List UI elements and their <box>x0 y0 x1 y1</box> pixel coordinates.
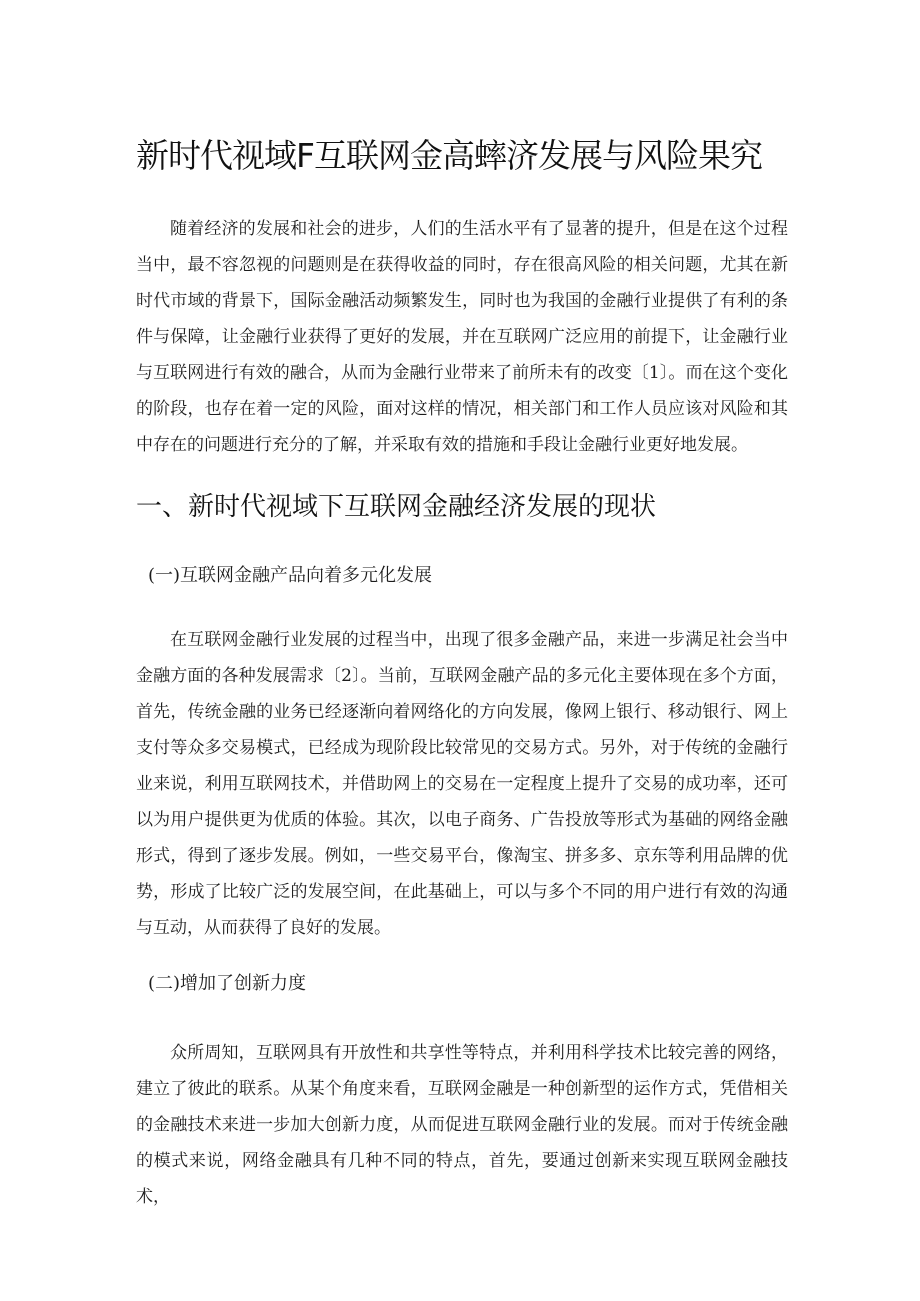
section-heading: 一、新时代视域下互联网金融经济发展的现状 <box>136 492 657 522</box>
subsection-heading-1: (一)互联网金融产品向着多元化发展 <box>148 565 433 586</box>
intro-paragraph: 随着经济的发展和社会的进步，人们的生活水平有了显著的提升，但是在这个过程当中，最不容忽视的问题则是在获得收益的同时，存在很高风险的相关问题，尤其在新时代市域的背景下，国际金融活动频繁发生，同时也为我国的金融行业提供了有利的条件与保障，让金融行业获得了更好的发展，并在互联网广泛应用的前提下，让金融行业与互联网进行有效的融合，从而为金融行业带来了前所未有的改变〔1〕。而在这个变化的阶段，也存在着一定的风险，面对这样的情况，相关部门和工作人员应该对风险和其中存在的问题进行充分的了解，并采取有效的措施和手段让金融行业更好地发展。 <box>136 219 788 455</box>
subsection-2-paragraph: 众所周知，互联网具有开放性和共享性等特点，并利用科学技术比较完善的网络，建立了彼此的联系。从某个角度来看，互联网金融是一种创新型的运作方式，凭借相关的金融技术来进一步加大创新力度，从而促进互联网金融行业的发展。而对于传统金融的模式来说，网络金融具有几种不同的特点，首先，要通过创新来实现互联网金融技术， <box>136 1043 788 1207</box>
subsection-heading-2: (二)增加了创新力度 <box>148 973 307 994</box>
document-title: 新时代视域F互联网金高蟀济发展与风险果究 <box>136 136 762 175</box>
subsection-1-paragraph: 在互联网金融行业发展的过程当中，出现了很多金融产品，来进一步满足社会当中金融方面的各种发展需求〔2〕。当前，互联网金融产品的多元化主要体现在多个方面，首先，传统金融的业务已经逐渐向着网络化的方向发展，像网上银行、移动银行、网上支付等众多交易模式，已经成为现阶段比较常见的交易方式。另外，对于传统的金融行业来说，利用互联网技术，并借助网上的交易在一定程度上提升了交易的成功率，还可以为用户提供更为优质的体验。其次，以电子商务、广告投放等形式为基础的网络金融形式，得到了逐步发展。例如，一些交易平台，像淘宝、拼多多、京东等利用品牌的优势，形成了比较广泛的发展空间，在此基础上，可以与多个不同的用户进行有效的沟通与互动，从而获得了良好的发展。 <box>136 630 788 938</box>
